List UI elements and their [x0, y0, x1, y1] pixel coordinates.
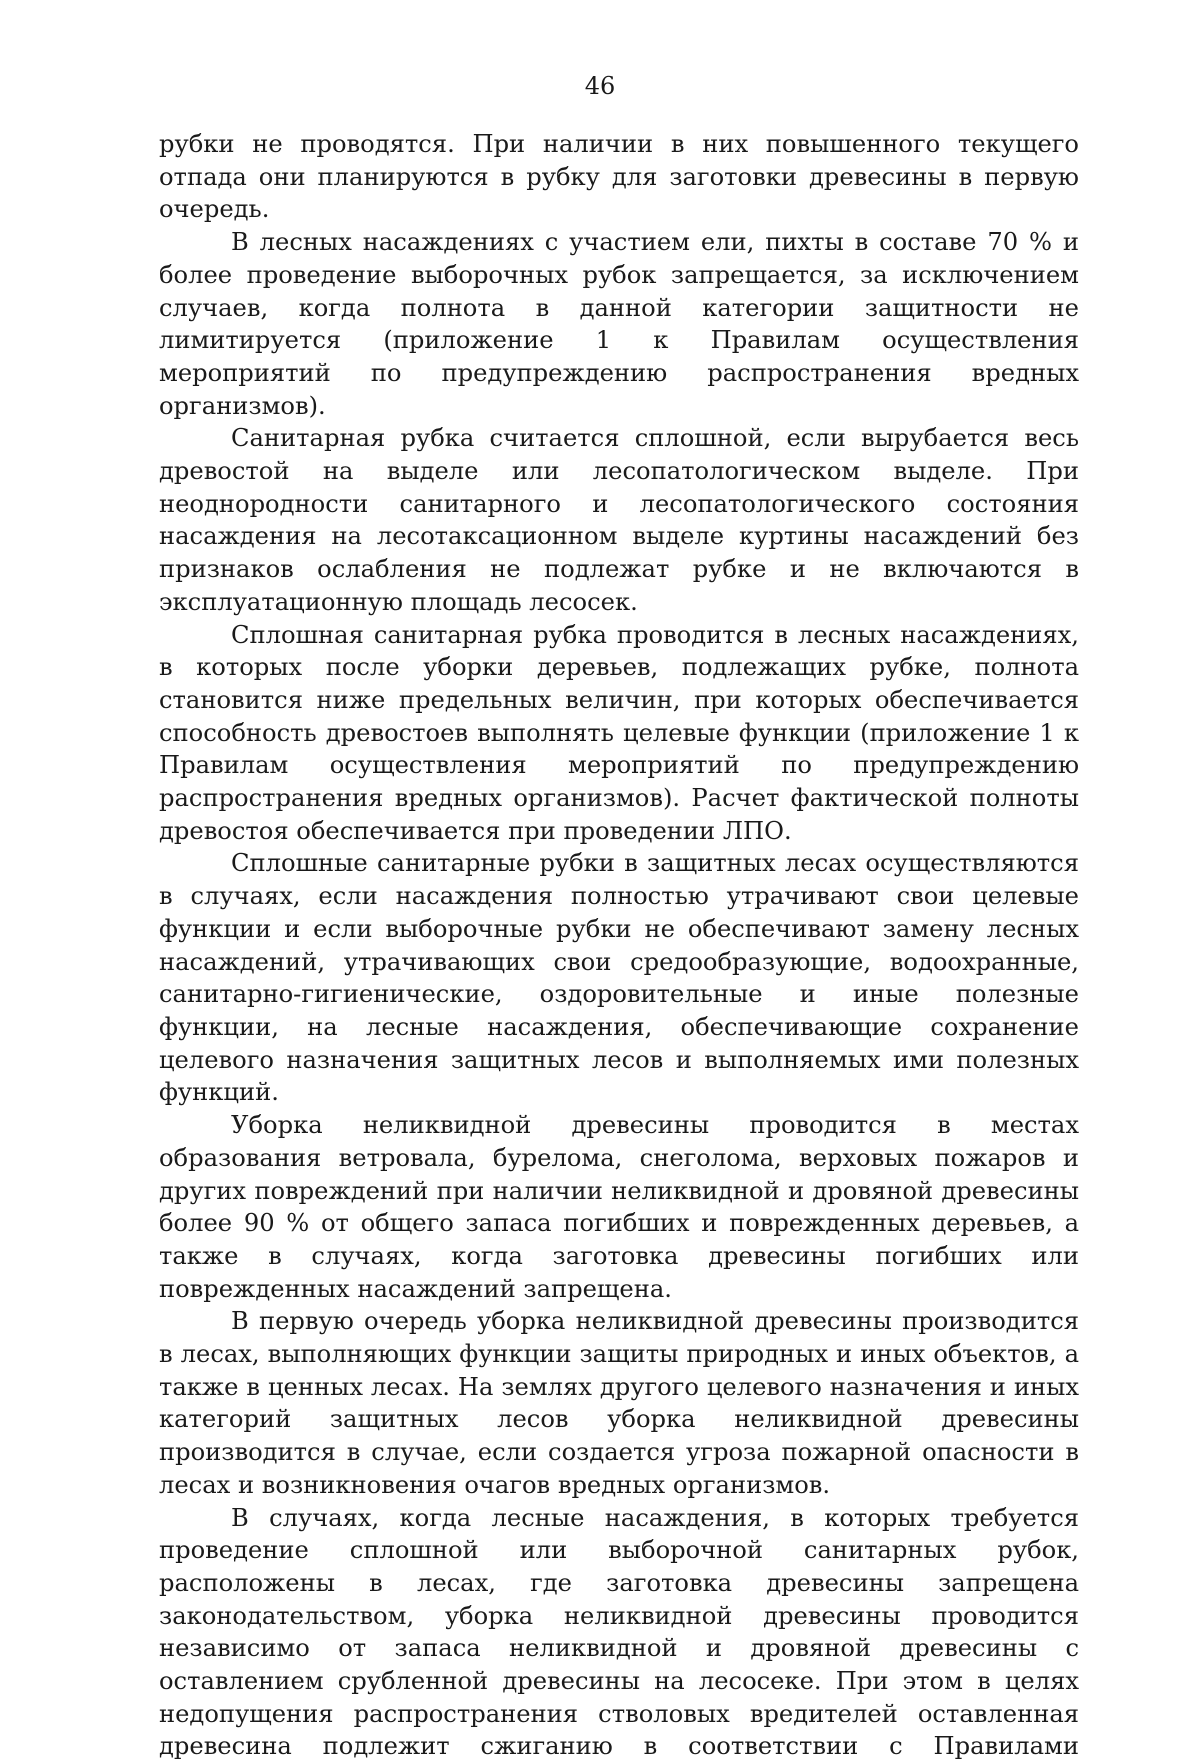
- paragraph-3: Санитарная рубка считается сплошной, если вырубается весь древостой на выделе или лесопатологическом выделе. При неоднородности санитарного и лесопатологического состояния насаждения на лесотаксационном выделе куртины насаждений без признаков ослабления не подлежат рубке и не включаются в эксплуатационную площадь лесосек.: [159, 424, 1079, 616]
- paragraph-7: В первую очередь уборка неликвидной древесины производится в лесах, выполняющих функции защиты природных и иных объектов, а также в ценных лесах. На землях другого целевого назначения и иных категорий защитных лесов уборка неликвидной древесины производится в случае, если создается угроза пожарной опасности в лесах и возникновения очагов вредных организмов.: [159, 1307, 1079, 1499]
- paragraph-8: В случаях, когда лесные насаждения, в которых требуется проведение сплошной или выборочной санитарных рубок, расположены в лесах, где заготовка древесины запрещена законодательством, уборка неликвидной древесины проводится независимо от запаса неликвидной и дровяной древесины с оставлением срубленной древесины на лесосеке. При этом в целях недопущения распространения стволовых вредителей оставленная древесина подлежит сжиганию в соответствии с Правилами: [159, 1503, 1079, 1761]
- document-body: [159, 128, 1079, 1763]
- paragraph-1: рубки не проводятся. При наличии в них повышенного текущего отпада они планируются в рубку для заготовки древесины в первую очередь.: [159, 130, 1079, 224]
- paragraph-5: Сплошные санитарные рубки в защитных лесах осуществляются в случаях, если насаждения полностью утрачивают свои целевые функции и если выборочные рубки не обеспечивают замену лесных насаждений, утрачивающих свои средообразующие, водоохранные, санитарно-гигиенические, оздоровительные и иные полезные функции, на лесные насаждения, обеспечивающие сохранение целевого назначения защитных лесов и выполняемых ими полезных функций.: [159, 849, 1079, 1107]
- paragraph-6: Уборка неликвидной древесины проводится в местах образования ветровала, бурелома, снеголома, верховых пожаров и других повреждений при наличии неликвидной и дровяной древесины более 90 % от общего запаса погибших и поврежденных деревьев, а также в случаях, когда заготовка древесины погибших или поврежденных насаждений запрещена.: [159, 1111, 1079, 1303]
- paragraph-4: Сплошная санитарная рубка проводится в лесных насаждениях, в которых после уборки деревьев, подлежащих рубке, полнота становится ниже предельных величин, при которых обеспечивается способность древостоев выполнять целевые функции (приложение 1 к Правилам осуществления мероприятий по предупреждению распространения вредных организмов). Расчет фактической полноты древостоя обеспечивается при проведении ЛПО.: [159, 620, 1079, 845]
- page-number: 46: [584, 72, 616, 100]
- paragraph-2: В лесных насаждениях с участием ели, пихты в составе 70 % и более проведение выборочных рубок запрещается, за исключением случаев, когда полнота в данной категории защитности не лимитируется (приложение 1 к Правилам осуществления мероприятий по предупреждению распространения вредных организмов).: [159, 228, 1079, 420]
